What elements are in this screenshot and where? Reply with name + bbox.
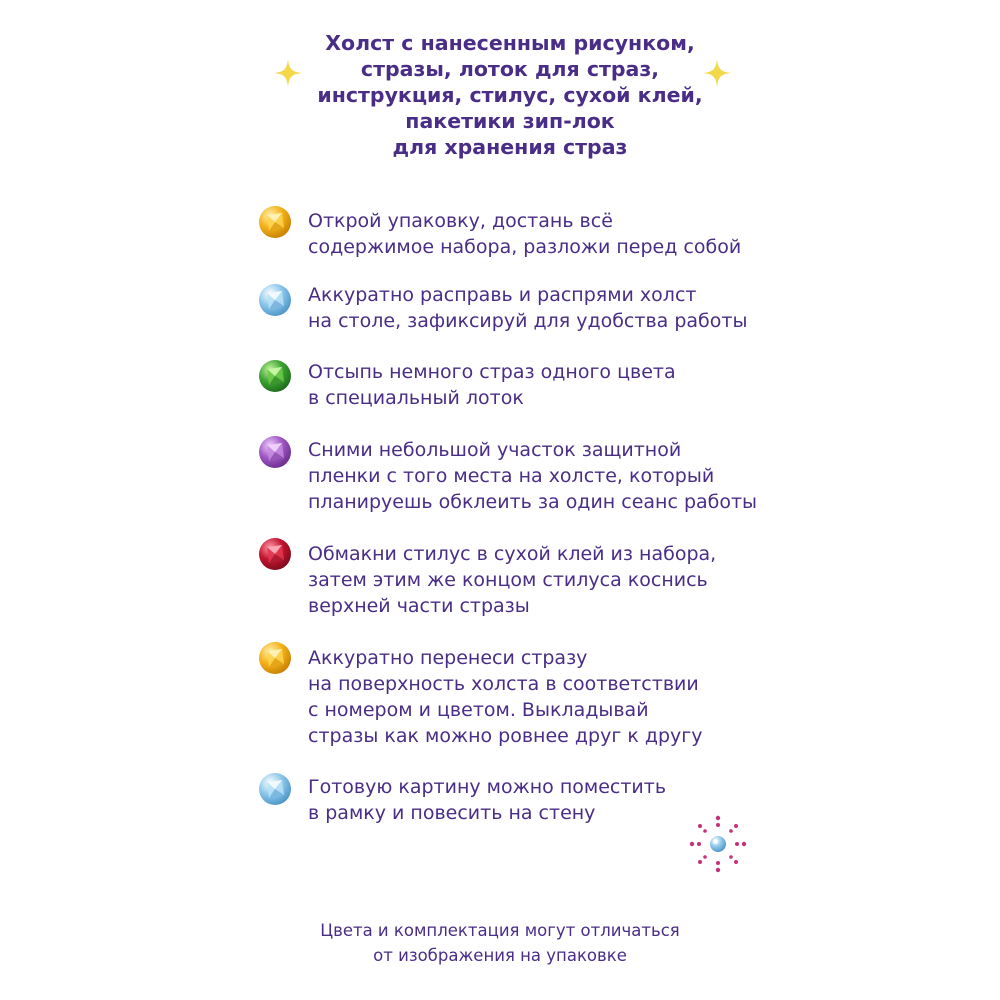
step-line: пленки с того места на холсте, который <box>308 465 715 487</box>
step-text <box>308 437 757 515</box>
disclaimer-line: от изображения на упаковке <box>373 946 627 965</box>
sparkle-burst-icon <box>686 812 750 876</box>
gold-rhinestone-icon <box>258 205 292 239</box>
blue-rhinestone-icon <box>258 283 292 317</box>
blue-rhinestone-icon <box>258 772 292 806</box>
step-line: затем этим же концом стилуса коснись <box>308 569 708 591</box>
title-line: стразы, лоток для страз, <box>360 57 660 81</box>
step-line: Открой упаковку, достань всё <box>308 210 613 232</box>
title-line: инструкция, стилус, сухой клей, <box>317 83 703 107</box>
step-line: содержимое набора, разложи перед собой <box>308 236 742 258</box>
step-line: Отсыпь немного страз одного цвета <box>308 361 676 383</box>
disclaimer-line: Цвета и комплектация могут отличаться <box>320 921 680 940</box>
disclaimer <box>0 918 1000 968</box>
step-line: верхней части стразы <box>308 595 530 617</box>
title-line: Холст с нанесенным рисунком, <box>325 31 695 55</box>
step-line: в рамку и повесить на стену <box>308 802 596 824</box>
step-text <box>308 774 666 826</box>
step-text <box>308 541 716 619</box>
step-line: Готовую картину можно поместить <box>308 776 667 798</box>
step-line: Обмакни стилус в сухой клей из набора, <box>308 543 717 565</box>
step-text <box>308 208 741 260</box>
purple-rhinestone-icon <box>258 435 292 469</box>
step-line: Сними небольшой участок защитной <box>308 439 682 461</box>
step-line: стразы как можно ровнее друг к другу <box>308 725 703 747</box>
title-line: для хранения страз <box>392 135 628 159</box>
step-line: на поверхность холста в соответствии <box>308 673 699 695</box>
red-rhinestone-icon <box>258 537 292 571</box>
step-text <box>308 359 676 411</box>
green-rhinestone-icon <box>258 359 292 393</box>
title-line: пакетики зип-лок <box>405 109 615 133</box>
step-text <box>308 282 747 334</box>
step-line: Аккуратно перенеси стразу <box>308 647 588 669</box>
kit-contents-title <box>250 30 770 160</box>
step-line: на столе, зафиксируй для удобства работы <box>308 310 748 332</box>
step-line: с номером и цветом. Выкладывай <box>308 699 649 721</box>
gold-rhinestone-icon <box>258 641 292 675</box>
step-line: в специальный лоток <box>308 387 524 409</box>
sparkle-icon <box>274 59 302 87</box>
step-line: планируешь обклеить за один сеанс работы <box>308 491 758 513</box>
step-line: Аккуратно расправь и распрями холст <box>308 284 697 306</box>
step-text <box>308 645 703 749</box>
sparkle-icon <box>703 59 731 87</box>
